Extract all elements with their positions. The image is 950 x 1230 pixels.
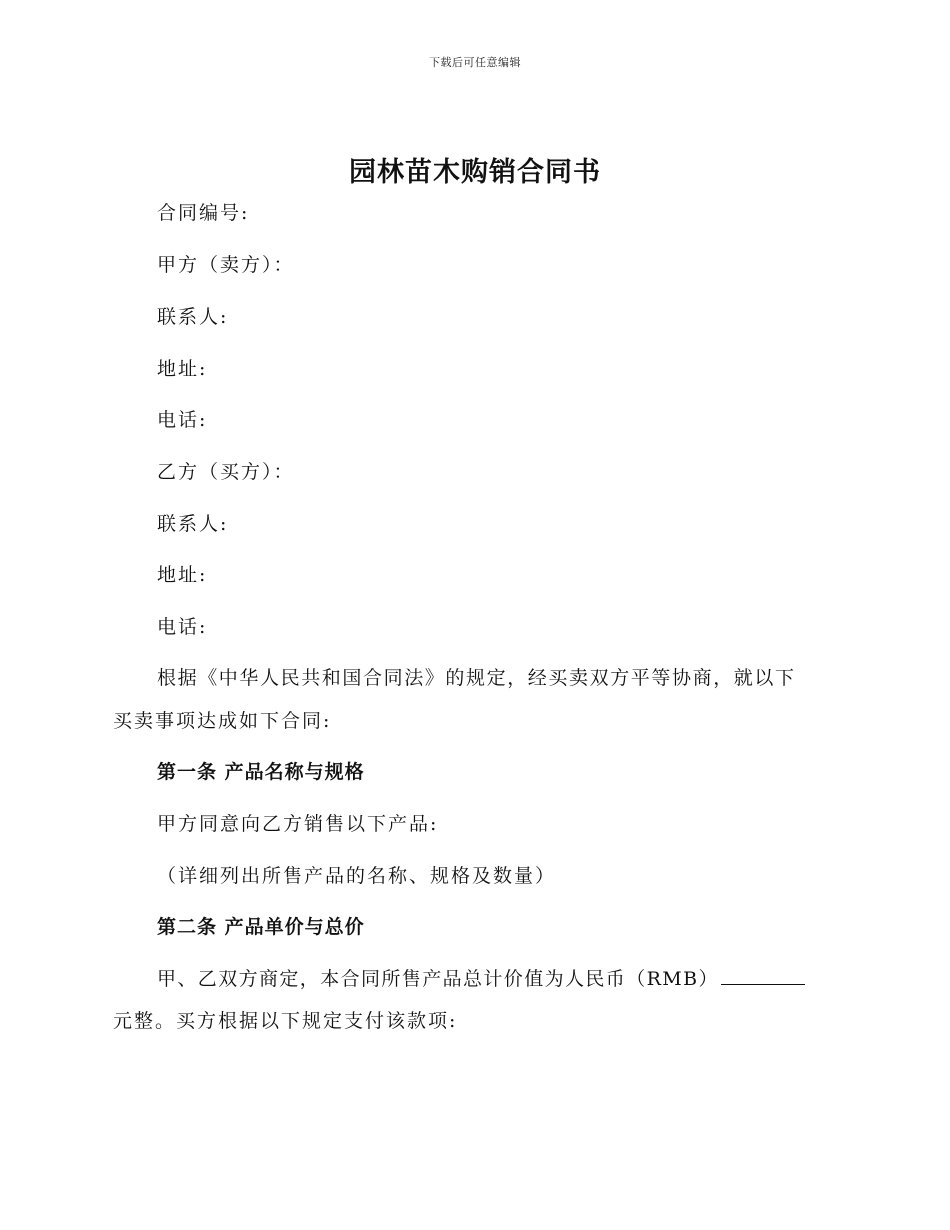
intro-paragraph-line-2: 买卖事项达成如下合同: [113,710,332,732]
article-1-text: 甲方同意向乙方销售以下产品: [157,813,439,835]
contract-number-label: 合同编号: [157,202,250,224]
party-a-contact-label: 联系人: [157,306,229,328]
article-2-text-line-1 [157,964,805,991]
article-1-note: （详细列出所售产品的名称、规格及数量） [157,865,557,887]
article-2-text-line-1-content: 甲、乙双方商定，本合同所售产品总计价值为人民币（RMB） [157,968,719,990]
article-2-heading: 第二条 产品单价与总价 [157,916,365,938]
page-header-note: 下载后可任意编辑 [429,56,521,69]
article-1-heading: 第一条 产品名称与规格 [157,761,365,783]
party-a-phone-label: 电话: [157,409,208,431]
party-a-address-label: 地址: [157,358,208,380]
amount-blank-line [721,968,805,985]
party-b-label: 乙方（买方）： [157,461,295,483]
article-2-text-line-2: 元整。买方根据以下规定支付该款项: [113,1010,458,1032]
intro-paragraph-line-1: 根据《中华人民共和国合同法》的规定，经买卖双方平等协商，就以下 [157,667,796,689]
document-title: 园林苗木购销合同书 [349,157,601,188]
party-a-label: 甲方（卖方）： [157,254,295,276]
party-b-address-label: 地址: [157,564,208,586]
party-b-contact-label: 联系人: [157,513,229,535]
party-b-phone-label: 电话: [157,616,208,638]
